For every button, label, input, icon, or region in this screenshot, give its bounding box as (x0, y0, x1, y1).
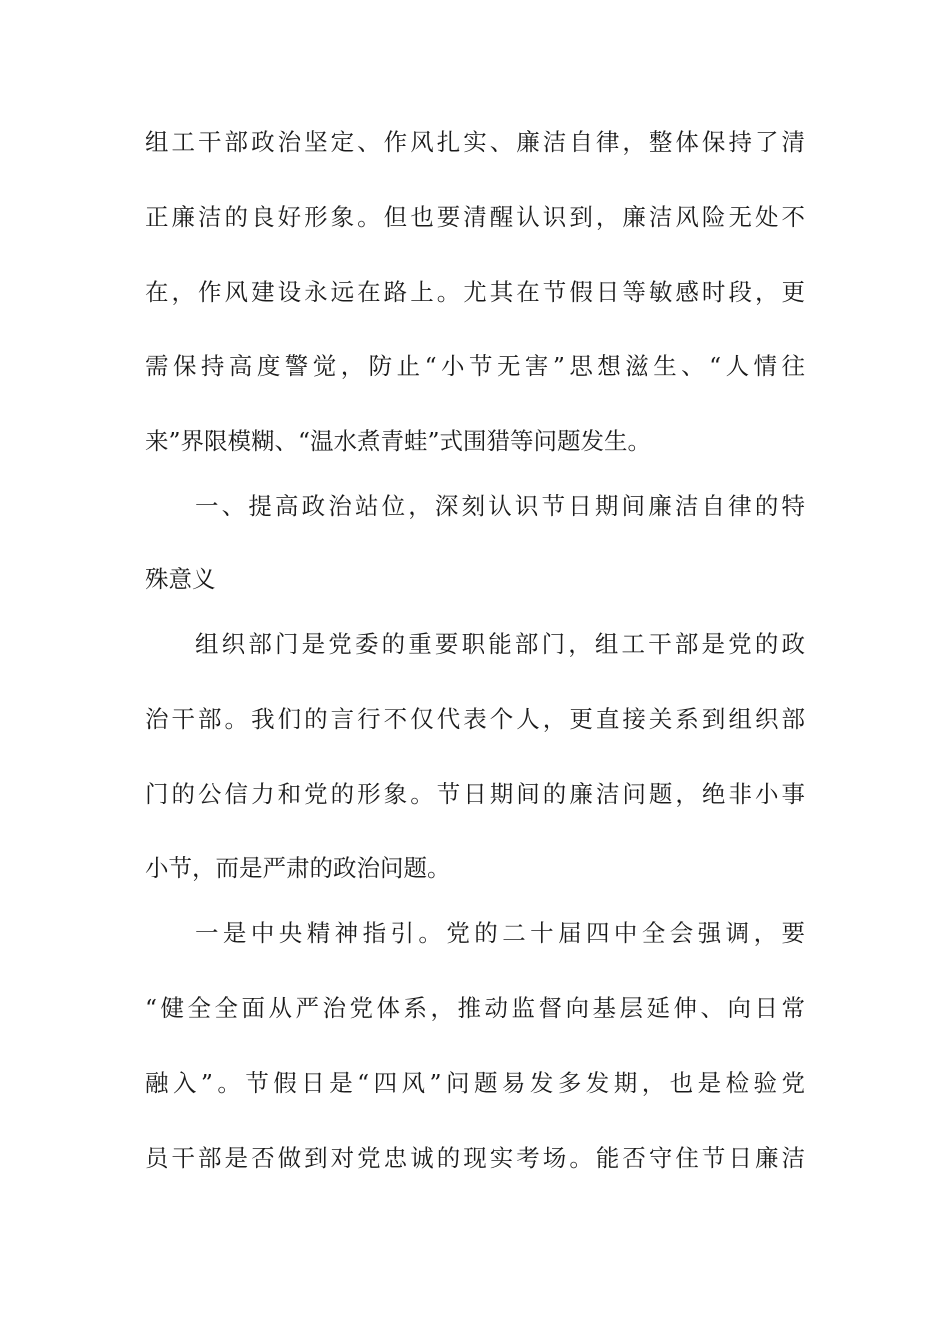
text-line: 来”界限模糊、“温水煮青蛙”式围猎等问题发生。 (145, 427, 652, 455)
text-line: 组工干部政治坚定、作风扎实、廉洁自律，整体保持了清 (145, 128, 805, 156)
text-line: 在，作风建设永远在路上。尤其在节假日等敏感时段，更 (145, 278, 805, 306)
section-heading-line: 一、提高政治站位，深刻认识节日期间廉洁自律的特 (195, 492, 805, 520)
text-line: 正廉洁的良好形象。但也要清醒认识到，廉洁风险无处不 (145, 203, 805, 231)
section-heading-line: 殊意义 (145, 565, 216, 593)
text-line: “健全全面从严治党体系，推动监督向基层延伸、向日常 (145, 994, 805, 1022)
text-line: 门的公信力和党的形象。节日期间的廉洁问题，绝非小事 (145, 780, 805, 808)
text-line: 融入”。节假日是“四风”问题易发多发期，也是检验党 (145, 1069, 805, 1097)
text-line: 治干部。我们的言行不仅代表个人，更直接关系到组织部 (145, 705, 805, 733)
text-line: 组织部门是党委的重要职能部门，组工干部是党的政 (195, 630, 805, 658)
text-line: 需保持高度警觉，防止“小节无害”思想滋生、“人情往 (145, 352, 805, 380)
text-line: 小节，而是严肃的政治问题。 (145, 854, 451, 882)
text-line: 员干部是否做到对党忠诚的现实考场。能否守住节日廉洁 (145, 1144, 805, 1172)
text-line: 一是中央精神指引。党的二十届四中全会强调，要 (195, 919, 805, 947)
